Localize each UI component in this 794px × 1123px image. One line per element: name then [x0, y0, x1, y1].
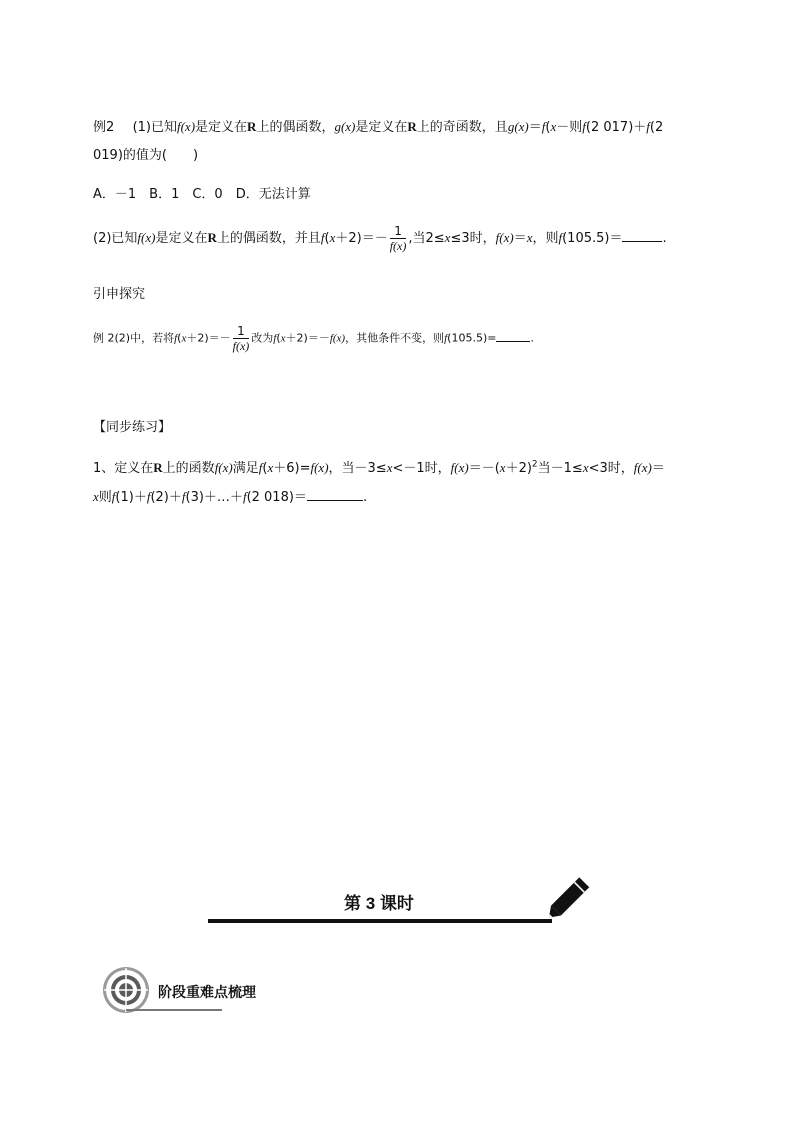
math-f: f	[174, 332, 178, 345]
practice-heading: 【同步练习】	[93, 420, 172, 435]
text: <－1时，	[392, 461, 451, 476]
text: ＋2)	[505, 461, 532, 476]
text: (2)＋	[150, 490, 182, 505]
math-f: f	[444, 332, 448, 345]
fraction-denominator: f(x)	[232, 339, 250, 353]
text: 是定义在	[155, 231, 208, 246]
text: (	[324, 231, 330, 246]
text: ≤3时，	[450, 231, 496, 246]
text: (105.5)＝	[562, 231, 623, 246]
text: .	[362, 490, 368, 505]
text: ＋2)＝－	[285, 331, 330, 345]
fraction-numerator: 1	[233, 324, 250, 339]
text: 是定义在	[355, 120, 408, 135]
text: (2	[649, 120, 664, 135]
text: 上的偶函数，并且	[216, 231, 321, 246]
math-x: x	[280, 332, 286, 345]
example-2-choices: A．－1 B．1 C．0 D．无法计算	[93, 187, 311, 202]
text: ＝－(	[468, 461, 500, 476]
text: 是定义在	[195, 120, 248, 135]
fraction	[233, 324, 250, 353]
math-f: f	[273, 332, 277, 345]
banner-underline	[126, 1009, 222, 1011]
superscript: 2	[531, 459, 538, 470]
text: 上的函数	[162, 461, 215, 476]
math-fx: f(x)	[450, 460, 469, 475]
math-x: x	[550, 119, 557, 134]
answer-blank[interactable]	[307, 488, 363, 501]
text: ＝	[513, 231, 527, 246]
text: ,当2≤	[408, 231, 445, 246]
text: 则	[98, 490, 112, 505]
text: (	[177, 331, 182, 345]
text: 则	[569, 120, 583, 135]
math-f: f	[242, 489, 247, 504]
text: (3)＋…＋	[185, 490, 243, 505]
answer-blank[interactable]	[496, 329, 530, 342]
fraction	[390, 224, 407, 253]
math-x: x	[444, 230, 451, 245]
math-fx: f(x)	[176, 119, 196, 134]
text: ，其他条件不变，则	[345, 331, 445, 345]
text: ，当－3≤	[328, 461, 387, 476]
text: ＋2)＝－	[186, 331, 231, 345]
text: ＋2)＝－	[335, 231, 388, 246]
math-f: f	[646, 119, 650, 134]
text: 上的奇函数，且	[416, 120, 508, 135]
text: 1、定义在	[93, 461, 154, 476]
text: <3时，	[588, 461, 634, 476]
text: (105.5)=	[447, 331, 497, 345]
section-underline	[208, 919, 552, 923]
math-f: f	[541, 119, 546, 134]
extend-heading: 引申探究	[93, 287, 146, 302]
text: .	[662, 231, 667, 246]
fraction-numerator: 1	[390, 224, 407, 239]
text: (2 017)＋	[585, 120, 647, 135]
math-fx: f(x)	[633, 460, 652, 475]
text: 上的偶函数，	[256, 120, 335, 135]
text: (	[276, 331, 281, 345]
math-x: x	[181, 332, 187, 345]
text: (2)已知	[93, 231, 138, 246]
math-fx: f(x)	[137, 230, 156, 245]
math-f: f	[320, 230, 325, 245]
math-f: f	[582, 119, 586, 134]
math-R: R	[247, 119, 257, 134]
text: (1)＋	[115, 490, 147, 505]
fraction-denominator: f(x)	[389, 239, 407, 253]
text: (	[262, 461, 268, 476]
text: 改为	[251, 331, 274, 345]
math-fx: f(x)	[310, 460, 329, 475]
text: (1)已知	[132, 120, 177, 135]
math-f: f	[258, 460, 263, 475]
math-x: x	[526, 230, 533, 245]
math-f: f	[146, 489, 151, 504]
text: 满足	[232, 461, 259, 476]
text: ＝	[528, 120, 542, 135]
example-label: 例2	[93, 120, 115, 135]
math-x: x	[267, 460, 274, 475]
text: －	[556, 120, 570, 135]
math-fx: f(x)	[214, 460, 233, 475]
text: 例 2(2)中，若将	[93, 331, 175, 345]
math-x: x	[582, 460, 589, 475]
math-f: f	[181, 489, 186, 504]
extension-problem	[93, 324, 534, 353]
math-gx: g(x)	[334, 119, 356, 134]
math-R: R	[153, 460, 163, 475]
example-2-part-1-line-2: 019)的值为( )	[93, 148, 199, 163]
math-fx: f(x)	[329, 332, 346, 345]
section-title: 第 3 课时	[344, 894, 414, 913]
math-x: x	[386, 460, 393, 475]
text: ，则	[532, 231, 559, 246]
target-icon	[101, 965, 151, 1015]
math-x: x	[329, 230, 336, 245]
math-gx: g(x)	[507, 119, 529, 134]
math-f: f	[111, 489, 116, 504]
practice-1-line-2	[93, 486, 367, 505]
text: ＝	[651, 461, 665, 476]
text: (2 018)＝	[246, 490, 307, 505]
text: 当－1≤	[537, 461, 583, 476]
math-R: R	[407, 119, 417, 134]
banner-title: 阶段重难点梳理	[158, 984, 256, 1000]
text: ＋6)=	[273, 461, 311, 476]
math-R: R	[207, 230, 217, 245]
math-x: x	[499, 460, 506, 475]
pencil-icon	[540, 874, 596, 926]
math-f: f	[558, 230, 563, 245]
math-x: x	[93, 489, 99, 504]
example-2-part-2	[93, 224, 667, 253]
example-2-part-1-line-1: 例2 (1)已知f(x)是定义在R上的偶函数，g(x)是定义在R上的奇函数，且g(x)＝f(x－则f(2 017)＋f(2	[93, 119, 664, 135]
math-fx: f(x)	[495, 230, 514, 245]
text: .	[530, 331, 534, 345]
practice-1-line-1	[93, 457, 665, 476]
answer-blank[interactable]	[622, 229, 662, 242]
